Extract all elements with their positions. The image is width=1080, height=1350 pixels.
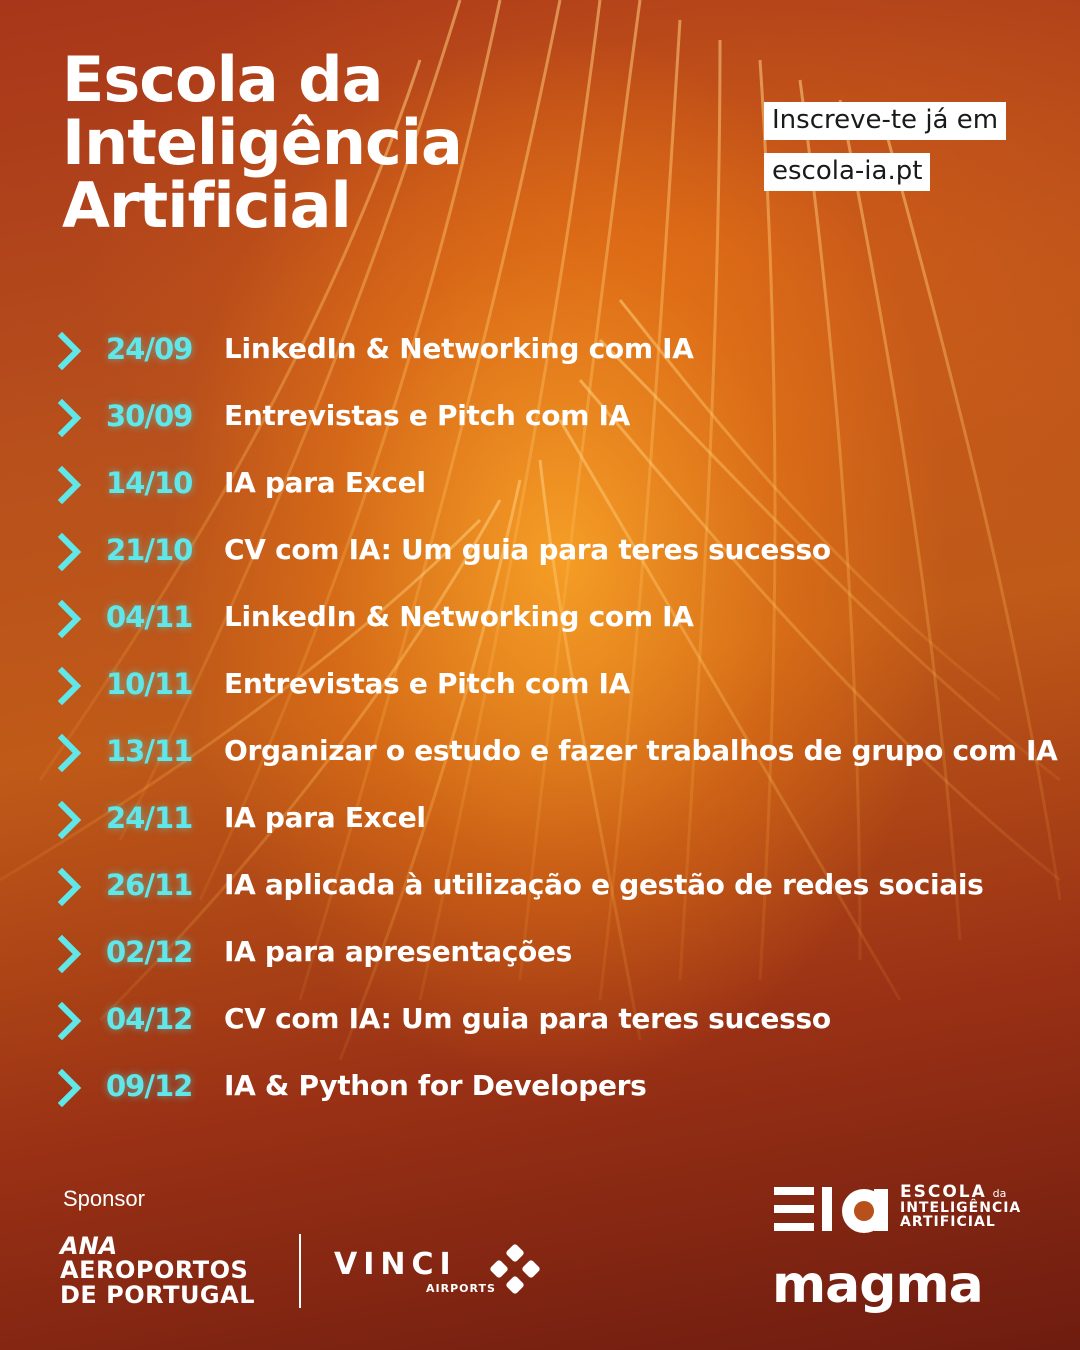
chevron-right-icon: [58, 667, 82, 705]
session-date: 24/09: [106, 332, 193, 366]
ana-name-line-1: AEROPORTOS: [60, 1256, 249, 1284]
session-topic: Entrevistas e Pitch com IA: [224, 667, 631, 700]
vinci-logo-icon: [488, 1244, 542, 1298]
session-topic: IA & Python for Developers: [224, 1069, 647, 1102]
session-topic: Entrevistas e Pitch com IA: [224, 399, 631, 432]
session-topic: CV com IA: Um guia para teres sucesso: [224, 533, 831, 566]
signup-link[interactable]: escola-ia.pt: [764, 153, 930, 191]
title-line-3: Artificial: [62, 169, 351, 242]
title-line-1: Escola da: [62, 43, 383, 116]
session-topic: IA aplicada à utilização e gestão de redes sociais: [224, 868, 984, 901]
session-date: 04/12: [106, 1002, 193, 1036]
eia-line-3: ARTIFICIAL: [900, 1214, 996, 1230]
vinci-name: VINCI: [334, 1247, 457, 1282]
ana-aeroportos-logo: [60, 1234, 255, 1308]
eia-wordmark: [900, 1182, 1022, 1230]
eia-line-2: INTELIGÊNCIA: [900, 1200, 1022, 1216]
chevron-right-icon: [58, 533, 82, 571]
session-date: 14/10: [106, 466, 193, 500]
escola-ia-logo: [774, 1182, 1034, 1235]
session-date: 02/12: [106, 935, 193, 969]
chevron-right-icon: [58, 734, 82, 772]
session-topic: IA para Excel: [224, 801, 426, 834]
chevron-right-icon: [58, 935, 82, 973]
session-date: 24/11: [106, 801, 193, 835]
chevron-right-icon: [58, 332, 82, 370]
signup-callout: [764, 102, 1006, 204]
session-topic: CV com IA: Um guia para teres sucesso: [224, 1002, 831, 1035]
chevron-right-icon: [58, 600, 82, 638]
session-topic: IA para Excel: [224, 466, 426, 499]
session-date: 30/09: [106, 399, 193, 433]
session-date: 13/11: [106, 734, 193, 768]
page-title: [62, 43, 462, 242]
vinci-airports-logo: [334, 1247, 496, 1295]
ana-name-line-2: DE PORTUGAL: [60, 1281, 255, 1309]
eia-line-1: ESCOLA: [900, 1182, 987, 1202]
session-topic: LinkedIn & Networking com IA: [224, 332, 694, 365]
ana-mark: ANA: [60, 1232, 118, 1260]
signup-text: Inscreve-te já em: [764, 102, 1006, 140]
eia-logo-icon: [774, 1185, 890, 1235]
session-date: 26/11: [106, 868, 193, 902]
chevron-right-icon: [58, 868, 82, 906]
session-topic: Organizar o estudo e fazer trabalhos de grupo com IA: [224, 734, 1058, 767]
session-date: 09/12: [106, 1069, 193, 1103]
session-date: 10/11: [106, 667, 193, 701]
chevron-right-icon: [58, 1069, 82, 1107]
chevron-right-icon: [58, 466, 82, 504]
session-date: 21/10: [106, 533, 193, 567]
eia-da: da: [992, 1187, 1007, 1200]
session-date: 04/11: [106, 600, 193, 634]
title-line-2: Inteligência: [62, 106, 462, 179]
magma-logo: magma: [772, 1255, 983, 1315]
session-topic: LinkedIn & Networking com IA: [224, 600, 694, 633]
sponsor-label: Sponsor: [63, 1186, 145, 1211]
sponsor-divider: [299, 1234, 301, 1308]
chevron-right-icon: [58, 399, 82, 437]
chevron-right-icon: [58, 1002, 82, 1040]
session-topic: IA para apresentações: [224, 935, 573, 968]
vinci-sub: AIRPORTS: [426, 1282, 496, 1295]
chevron-right-icon: [58, 801, 82, 839]
